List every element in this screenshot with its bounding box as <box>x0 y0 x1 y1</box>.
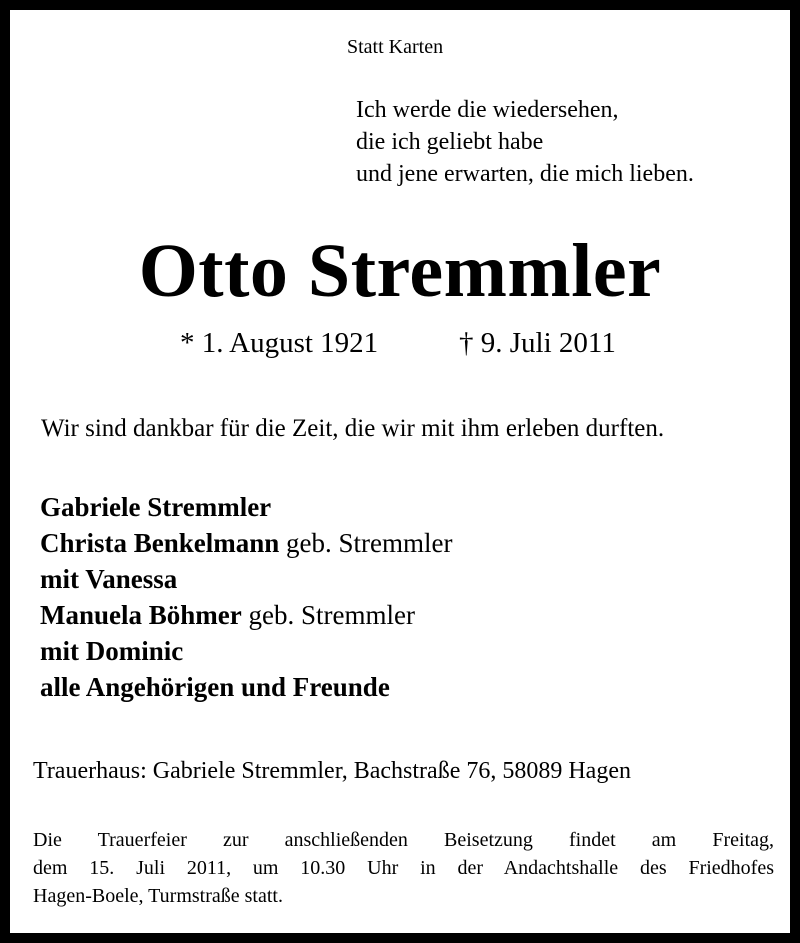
family-member <box>40 597 453 633</box>
ceremony-line: Die Trauerfeier zur anschließenden Beisetzung findet am Freitag, <box>33 829 774 851</box>
family-member <box>40 633 453 669</box>
ceremony-line: dem 15. Juli 2011, um 10.30 Uhr in der Andachtshalle des Friedhofes <box>33 857 774 879</box>
family-member-note: geb. Stremmler <box>279 528 453 558</box>
poem <box>356 94 694 190</box>
family-member <box>40 525 453 561</box>
family-member-name: Christa Benkelmann <box>40 528 280 558</box>
family-member <box>40 669 453 705</box>
deceased-name: Otto Stremmler <box>138 229 662 313</box>
poem-line: Ich werde die wiedersehen, <box>356 97 619 123</box>
family-member-name: mit Vanessa <box>40 564 178 594</box>
family-member-name: alle Angehörigen und Freunde <box>40 672 390 702</box>
family-member-note: geb. Stremmler <box>241 600 415 630</box>
family-member-name: Manuela Böhmer <box>40 600 242 630</box>
poem-line: und jene erwarten, die mich lieben. <box>356 161 694 187</box>
family-member-name: Gabriele Stremmler <box>40 492 272 522</box>
ceremony-line: Hagen-Boele, Turmstraße statt. <box>33 885 283 907</box>
header-text: Statt Karten <box>347 36 444 58</box>
family-member <box>40 561 453 597</box>
trauerhaus-address: Trauerhaus: Gabriele Stremmler, Bachstraße 76, 58089 Hagen <box>33 758 631 784</box>
family-member-name: mit Dominic <box>40 636 184 666</box>
family-list <box>40 489 453 705</box>
poem-line: die ich geliebt habe <box>356 129 544 155</box>
family-member <box>40 489 453 525</box>
thanks-text: Wir sind dankbar für die Zeit, die wir mit ihm erleben durften. <box>41 415 665 442</box>
ceremony-text <box>33 826 774 910</box>
death-date: † 9. Juli 2011 <box>459 327 616 359</box>
birth-date: * 1. August 1921 <box>180 327 379 359</box>
